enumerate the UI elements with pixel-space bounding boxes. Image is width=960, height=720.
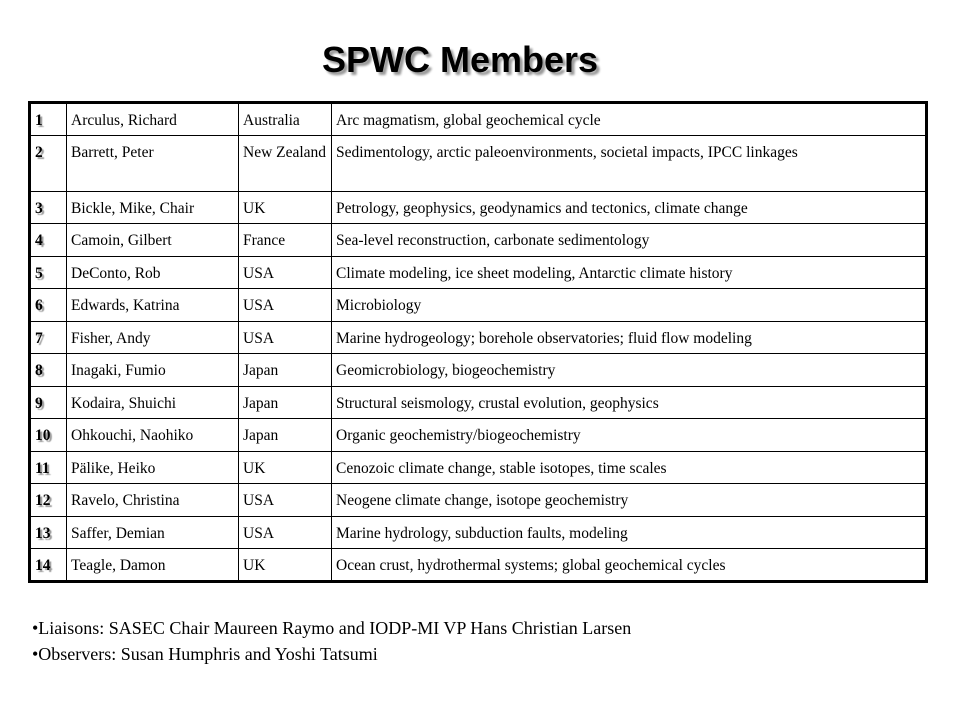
member-name: Camoin, Gilbert (67, 224, 239, 257)
member-name: Saffer, Demian (67, 516, 239, 549)
member-expertise: Petrology, geophysics, geodynamics and tectonics, climate change (332, 191, 927, 224)
member-expertise: Arc magmatism, global geochemical cycle (332, 103, 927, 136)
member-expertise: Cenozoic climate change, stable isotopes, time scales (332, 451, 927, 484)
member-expertise: Microbiology (332, 289, 927, 322)
liaisons-note: •Liaisons: SASEC Chair Maureen Raymo and IODP-MI VP Hans Christian Larsen (32, 618, 632, 638)
member-country: Japan (239, 354, 332, 387)
member-name: Edwards, Katrina (67, 289, 239, 322)
table-row (30, 386, 927, 419)
member-number: 10 (30, 419, 67, 452)
member-expertise: Marine hydrogeology; borehole observatories; fluid flow modeling (332, 321, 927, 354)
member-name: Barrett, Peter (67, 135, 239, 191)
member-expertise: Structural seismology, crustal evolution, geophysics (332, 386, 927, 419)
member-name: Ohkouchi, Naohiko (67, 419, 239, 452)
table-row (30, 516, 927, 549)
member-expertise: Ocean crust, hydrothermal systems; global geochemical cycles (332, 549, 927, 582)
members-table (28, 101, 928, 583)
member-number: 2 (30, 135, 67, 191)
observers-note: •Observers: Susan Humphris and Yoshi Tatsumi (32, 644, 378, 664)
member-country: USA (239, 289, 332, 322)
member-country: USA (239, 256, 332, 289)
table-row (30, 321, 927, 354)
member-name: Arculus, Richard (67, 103, 239, 136)
member-number: 13 (30, 516, 67, 549)
table-row (30, 191, 927, 224)
table-row (30, 484, 927, 517)
member-name: Bickle, Mike, Chair (67, 191, 239, 224)
member-country: USA (239, 516, 332, 549)
member-country: Australia (239, 103, 332, 136)
member-country: USA (239, 484, 332, 517)
table-row (30, 135, 927, 191)
table-row (30, 354, 927, 387)
member-number: 1 (30, 103, 67, 136)
member-number: 6 (30, 289, 67, 322)
member-country: USA (239, 321, 332, 354)
member-country: France (239, 224, 332, 257)
table-row (30, 549, 927, 582)
table-row (30, 256, 927, 289)
member-name: Pälike, Heiko (67, 451, 239, 484)
member-country: Japan (239, 386, 332, 419)
member-country: UK (239, 451, 332, 484)
member-number: 8 (30, 354, 67, 387)
table-row (30, 289, 927, 322)
table-row (30, 103, 927, 136)
member-number: 7 (30, 321, 67, 354)
member-name: Inagaki, Fumio (67, 354, 239, 387)
member-number: 4 (30, 224, 67, 257)
member-expertise: Climate modeling, ice sheet modeling, Antarctic climate history (332, 256, 927, 289)
member-number: 9 (30, 386, 67, 419)
member-country: Japan (239, 419, 332, 452)
member-expertise: Marine hydrology, subduction faults, modeling (332, 516, 927, 549)
member-expertise: Sedimentology, arctic paleoenvironments, societal impacts, IPCC linkages (332, 135, 927, 191)
member-expertise: Organic geochemistry/biogeochemistry (332, 419, 927, 452)
page-title: SPWC Members (321, 39, 599, 80)
member-country: UK (239, 191, 332, 224)
member-number: 14 (30, 549, 67, 582)
table-row (30, 419, 927, 452)
member-expertise: Geomicrobiology, biogeochemistry (332, 354, 927, 387)
notes-list (32, 615, 631, 667)
member-country: UK (239, 549, 332, 582)
table-row (30, 451, 927, 484)
member-number: 11 (30, 451, 67, 484)
member-country: New Zealand (239, 135, 332, 191)
member-expertise: Neogene climate change, isotope geochemistry (332, 484, 927, 517)
member-name: DeConto, Rob (67, 256, 239, 289)
member-name: Ravelo, Christina (67, 484, 239, 517)
member-name: Fisher, Andy (67, 321, 239, 354)
table-row (30, 224, 927, 257)
member-name: Teagle, Damon (67, 549, 239, 582)
member-number: 12 (30, 484, 67, 517)
member-name: Kodaira, Shuichi (67, 386, 239, 419)
member-number: 3 (30, 191, 67, 224)
member-number: 5 (30, 256, 67, 289)
member-expertise: Sea-level reconstruction, carbonate sedimentology (332, 224, 927, 257)
